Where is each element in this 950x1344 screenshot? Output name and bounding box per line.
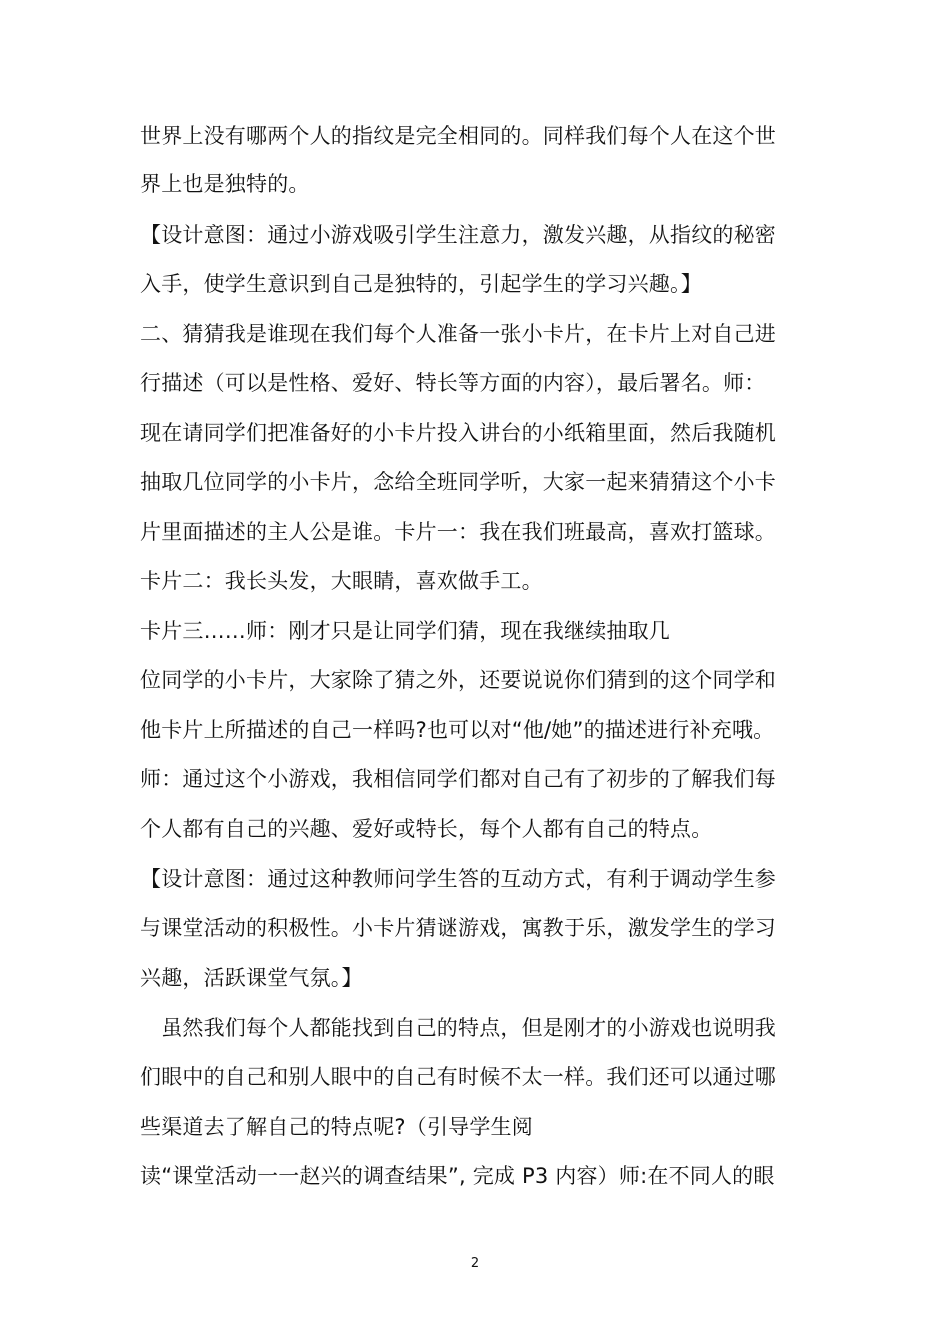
text-line-21: 些渠道去了解自己的特点呢?（引导学生阅 — [140, 1115, 533, 1139]
text-line-4: 入手，使学生意识到自己是独特的，引起学生的学习兴趣。】 — [140, 272, 702, 296]
text-line-9: 片里面描述的主人公是谁。卡片一：我在我们班最高，喜欢打篮球。 — [140, 520, 776, 544]
text-line-3: 【设计意图：通过小游戏吸引学生注意力，激发兴趣，从指纹的秘密 — [140, 223, 776, 247]
text-line-10: 卡片二：我长头发，大眼睛，喜欢做手工。 — [140, 569, 543, 593]
text-line-1: 世界上没有哪两个人的指纹是完全相同的。同样我们每个人在这个世 — [140, 124, 776, 148]
text-line-2: 界上也是独特的。 — [140, 172, 310, 196]
text-line-8: 抽取几位同学的小卡片，念给全班同学听，大家一起来猜猜这个小卡 — [140, 470, 776, 494]
text-line-22: 读“课堂活动一一赵兴的调查结果”, 完成 P3 内容）师:在不同人的眼 — [140, 1164, 775, 1188]
text-line-7: 现在请同学们把准备好的小卡片投入讲台的小纸箱里面，然后我随机 — [140, 421, 776, 445]
text-line-17: 与课堂活动的积极性。小卡片猜谜游戏，寓教于乐，激发学生的学习 — [140, 916, 776, 940]
text-line-13: 他卡片上所描述的自己一样吗?也可以对“他/她”的描述进行补充哦。 — [140, 718, 775, 742]
text-line-18: 兴趣，活跃课堂气氛。】 — [140, 966, 363, 990]
text-line-16: 【设计意图：通过这种教师问学生答的互动方式，有利于调动学生参 — [140, 867, 776, 891]
text-line-15: 个人都有自己的兴趣、爱好或特长，每个人都有自己的特点。 — [140, 817, 713, 841]
text-line-19: 虽然我们每个人都能找到自己的特点，但是刚才的小游戏也说明我 — [140, 1016, 776, 1040]
text-line-11: 卡片三……师：刚才只是让同学们猜，现在我继续抽取几 — [140, 619, 670, 643]
text-line-14: 师：通过这个小游戏，我相信同学们都对自己有了初步的了解我们每 — [140, 767, 776, 791]
text-line-5: 二、猜猜我是谁现在我们每个人准备一张小卡片，在卡片上对自己进 — [140, 322, 776, 346]
page-number: 2 — [470, 1256, 480, 1271]
text-line-12: 位同学的小卡片，大家除了猜之外，还要说说你们猜到的这个同学和 — [140, 668, 776, 692]
text-line-20: 们眼中的自己和别人眼中的自己有时候不太一样。我们还可以通过哪 — [140, 1065, 776, 1089]
text-line-6: 行描述（可以是性格、爱好、特长等方面的内容），最后署名。师： — [140, 371, 766, 395]
